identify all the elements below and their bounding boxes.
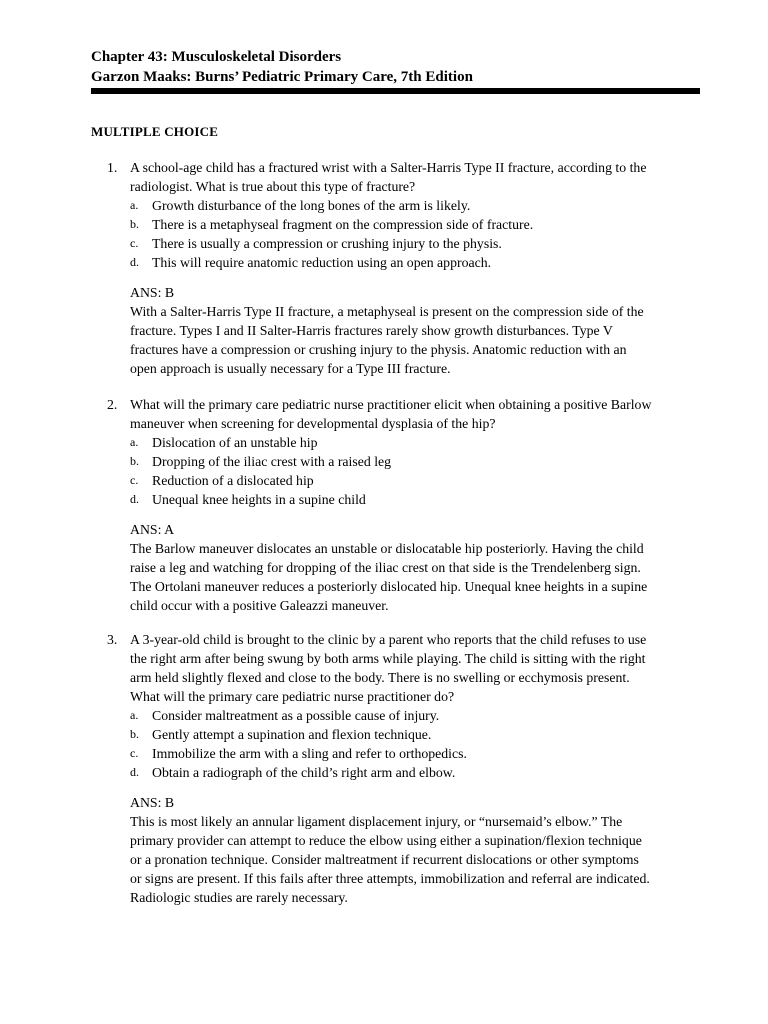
option-text: Obtain a radiograph of the child’s right arm and elbow. <box>152 765 456 780</box>
option-d <box>130 253 711 272</box>
question-number: 2. <box>107 397 118 412</box>
rationale-line: This is most likely an annular ligament displacement injury, or “nursemaid’s elbow.” The <box>130 814 623 829</box>
option-text: Growth disturbance of the long bones of the arm is likely. <box>152 198 471 213</box>
rationale-line: open approach is usually necessary for a Type III fracture. <box>130 361 451 376</box>
option-letter: d. <box>130 492 139 506</box>
rationale-line: raise a leg and watching for dropping of the iliac crest on that side is the Trendelenberg sign. <box>130 560 641 575</box>
option-letter: c. <box>130 746 139 760</box>
stem-line: A school-age child has a fractured wrist with a Salter-Harris Type II fracture, according to the <box>130 160 647 175</box>
option-d <box>130 490 711 509</box>
question-number: 1. <box>107 160 118 175</box>
answer-key: ANS: B <box>130 285 175 300</box>
option-b <box>130 215 711 234</box>
stem-line: What will the primary care pediatric nurse practitioner elicit when obtaining a positive Barlow <box>130 397 652 412</box>
rationale-line: primary provider can attempt to reduce the elbow using either a supination/flexion technique <box>130 833 642 848</box>
header-rule <box>91 88 700 94</box>
rationale-line: Radiologic studies are rarely necessary. <box>130 890 348 905</box>
option-c <box>130 744 711 763</box>
answer-block <box>91 793 711 907</box>
stem-line: maneuver when screening for developmental dysplasia of the hip? <box>130 416 496 431</box>
option-letter: b. <box>130 727 139 741</box>
option-text: Immobilize the arm with a sling and refer to orthopedics. <box>152 746 467 761</box>
option-text: Consider maltreatment as a possible cause of injury. <box>152 708 440 723</box>
option-letter: a. <box>130 435 139 449</box>
rationale-line: child occur with a positive Galeazzi maneuver. <box>130 598 389 613</box>
rationale-line: or signs are present. If this fails after three attempts, immobilization and referral are indicated. <box>130 871 650 886</box>
section-title: MULTIPLE CHOICE <box>91 124 219 139</box>
answer-options <box>91 706 711 782</box>
option-letter: d. <box>130 255 139 269</box>
stem-line: radiologist. What is true about this type of fracture? <box>130 179 416 194</box>
stem-line: the right arm after being swung by both arms while playing. The child is sitting with the right <box>130 651 646 666</box>
option-text: Dislocation of an unstable hip <box>152 435 318 450</box>
option-letter: c. <box>130 236 139 250</box>
option-letter: c. <box>130 473 139 487</box>
stem-line: A 3-year-old child is brought to the clinic by a parent who reports that the child refuses to use <box>130 632 647 647</box>
rationale-line: fractures have a compression or crushing injury to the physis. Anatomic reduction with an <box>130 342 627 357</box>
document-header <box>91 47 699 87</box>
option-text: This will require anatomic reduction using an open approach. <box>152 255 492 270</box>
question-1 <box>91 158 711 378</box>
book-title: Garzon Maaks: Burns’ Pediatric Primary Care, 7th Edition <box>91 69 473 85</box>
rationale-line: The Ortolani maneuver reduces a posteriorly dislocated hip. Unequal knee heights in a supine <box>130 579 648 594</box>
answer-key: ANS: B <box>130 795 175 810</box>
stem-line: arm held slightly flexed and close to the body. There is no swelling or ecchymosis present. <box>130 670 630 685</box>
option-b <box>130 452 711 471</box>
option-letter: d. <box>130 765 139 779</box>
rationale-line: The Barlow maneuver dislocates an unstable or dislocatable hip posteriorly. Having the child <box>130 541 644 556</box>
stem-line: What will the primary care pediatric nurse practitioner do? <box>130 689 455 704</box>
rationale-line: fracture. Types I and II Salter-Harris fractures rarely show growth disturbances. Type V <box>130 323 613 338</box>
option-text: There is usually a compression or crushing injury to the physis. <box>152 236 502 251</box>
option-letter: a. <box>130 708 139 722</box>
option-d <box>130 763 711 782</box>
option-a <box>130 706 711 725</box>
answer-key: ANS: A <box>130 522 175 537</box>
answer-options <box>91 433 711 509</box>
option-text: Unequal knee heights in a supine child <box>152 492 366 507</box>
option-b <box>130 725 711 744</box>
option-text: There is a metaphyseal fragment on the compression side of fracture. <box>152 217 534 232</box>
question-stem <box>91 158 711 196</box>
option-letter: b. <box>130 217 139 231</box>
rationale-line: or a pronation technique. Consider maltreatment if recurrent dislocations or other symptoms <box>130 852 639 867</box>
answer-block <box>91 520 711 615</box>
option-text: Gently attempt a supination and flexion technique. <box>152 727 432 742</box>
option-a <box>130 196 711 215</box>
question-stem <box>91 630 711 706</box>
option-text: Dropping of the iliac crest with a raised leg <box>152 454 392 469</box>
option-a <box>130 433 711 452</box>
question-number: 3. <box>107 632 118 647</box>
option-letter: b. <box>130 454 139 468</box>
question-3 <box>91 630 711 907</box>
question-stem <box>91 395 711 433</box>
answer-options <box>91 196 711 272</box>
answer-block <box>91 283 711 378</box>
question-2 <box>91 395 711 615</box>
rationale-line: With a Salter-Harris Type II fracture, a metaphyseal is present on the compression side of the <box>130 304 644 319</box>
chapter-title: Chapter 43: Musculoskeletal Disorders <box>91 49 342 65</box>
option-text: Reduction of a dislocated hip <box>152 473 314 488</box>
option-c <box>130 234 711 253</box>
option-c <box>130 471 711 490</box>
option-letter: a. <box>130 198 139 212</box>
